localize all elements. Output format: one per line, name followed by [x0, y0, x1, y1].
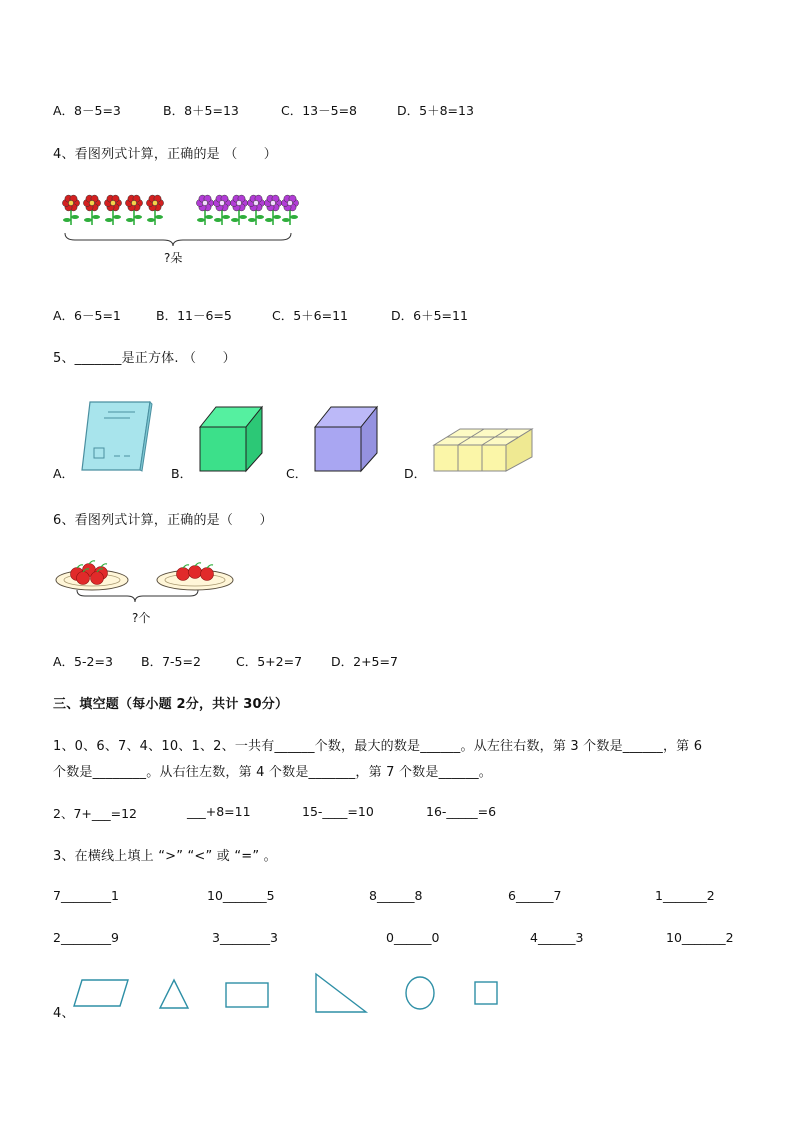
brace [65, 233, 291, 246]
option-d: D．5＋8=13 [397, 103, 474, 118]
option-b-label: B． [171, 466, 193, 481]
yellow-block-image [432, 427, 534, 473]
triangle-shape [160, 980, 188, 1008]
apple-icon [77, 572, 90, 585]
compare-item: 10_______5 [207, 888, 275, 903]
option-b: B．11－6=5 [156, 308, 232, 323]
apple-icon [189, 566, 202, 579]
fill-q2-item: 2、7+___=12 [53, 806, 138, 821]
fill-q2-item: 16-_____=6 [426, 804, 497, 819]
green-cube-image [198, 405, 264, 471]
compare-item: 2________9 [53, 930, 119, 945]
compare-item: 1_______2 [655, 888, 715, 903]
option-b: B．8＋5=13 [163, 103, 239, 118]
q4-question: 4、看图列式计算，正确的是 （ ） [53, 147, 278, 162]
notebook-image [80, 398, 155, 473]
option-a-label: A． [53, 466, 75, 481]
fill-q4-label: 4、 [53, 1006, 75, 1021]
option-c: C．5＋6=11 [272, 308, 349, 323]
option-b: B．7-5=2 [141, 654, 201, 669]
compare-item: 0______0 [386, 930, 440, 945]
option-c: C．5+2=7 [236, 654, 303, 669]
circle-shape [406, 977, 434, 1009]
compare-item: 3________3 [212, 930, 278, 945]
flower-icon [146, 195, 163, 225]
section3-heading: 三、填空题（每小题 2分，共计 30分） [53, 697, 289, 712]
option-d: D．2+5=7 [331, 654, 398, 669]
parallelogram-shape [74, 980, 128, 1006]
right-triangle-shape [316, 974, 366, 1012]
flower-icon [125, 195, 142, 225]
compare-item: 8______8 [369, 888, 423, 903]
flower-icon [104, 195, 121, 225]
flower-icon [230, 195, 247, 225]
option-d-label: D． [404, 466, 427, 481]
option-d: D．6＋5=11 [391, 308, 468, 323]
purple-cube-image [313, 405, 379, 471]
fill-q1-line1: 1、0、6、7、4、10、1、2、一共有______个数，最大的数是______。从左往右数，第 3 个数是______，第 6 [53, 739, 703, 754]
square-shape [475, 982, 497, 1004]
shapes-row [70, 972, 510, 1016]
option-a: A．5-2=3 [53, 654, 113, 669]
red-flowers [62, 195, 163, 225]
apple-icon [201, 568, 214, 581]
q4-brace-label: ?朵 [164, 251, 183, 265]
purple-flowers [196, 195, 298, 225]
compare-item: 7________1 [53, 888, 119, 903]
rectangle-shape [226, 983, 268, 1007]
flower-icon [264, 195, 281, 225]
fill-q1-line2: 个数是________。从右往左数，第 4 个数是_______，第 7 个数是______。 [53, 765, 492, 780]
apple-icon [177, 568, 190, 581]
flower-icon [62, 195, 79, 225]
brace [77, 590, 198, 602]
apple-icon [91, 572, 104, 585]
option-a: A．6－5=1 [53, 308, 121, 323]
fill-q2-item: ___+8=11 [187, 804, 251, 819]
compare-item: 6______7 [508, 888, 562, 903]
compare-item: 4______3 [530, 930, 584, 945]
option-c-label: C． [286, 466, 308, 481]
flower-icon [196, 195, 213, 225]
fill-q3-title: 3、在横线上填上 “>” “<” 或 “=” 。 [53, 849, 277, 864]
q6-brace-label: ?个 [132, 611, 151, 625]
flower-icon [247, 195, 264, 225]
apple-plates-illustration [55, 556, 240, 611]
flower-icon [281, 195, 298, 225]
q6-question: 6、看图列式计算，正确的是（ ） [53, 513, 273, 528]
option-c: C．13－5=8 [281, 103, 358, 118]
fill-q2-item: 15-____=10 [302, 804, 374, 819]
flower-icon [83, 195, 100, 225]
flower-icon [213, 195, 230, 225]
q5-question: 5、_______是正方体. （ ） [53, 351, 236, 366]
option-a: A．8－5=3 [53, 103, 121, 118]
flower-illustration [55, 193, 305, 243]
compare-item: 10_______2 [666, 930, 734, 945]
